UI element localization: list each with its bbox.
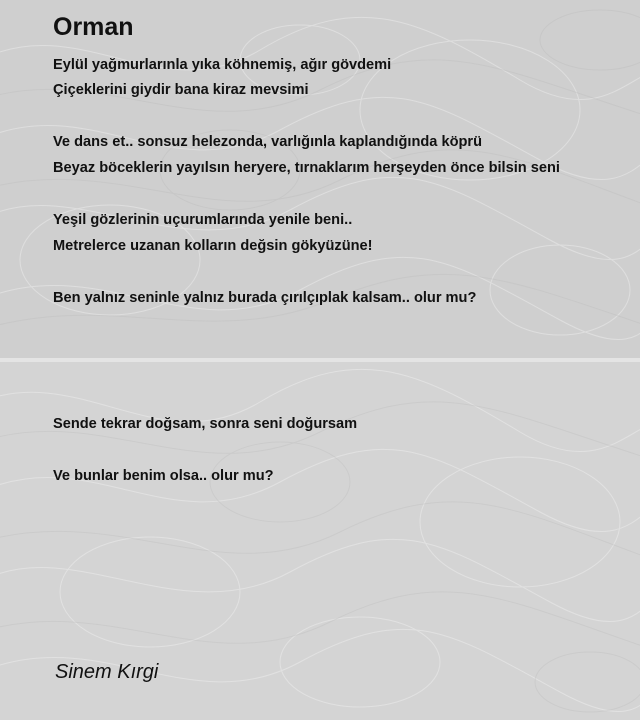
poem-line: Çiçeklerini giydir bana kiraz mevsimi	[53, 82, 309, 98]
poem-line: Eylül yağmurlarınla yıka köhnemiş, ağır gövdemi	[53, 57, 392, 73]
poem-line: Ve bunlar benim olsa.. olur mu?	[53, 468, 274, 484]
poem-title: Orman	[53, 13, 134, 41]
poem-line: Beyaz böceklerin yayılsın heryere, tırnaklarım herşeyden önce bilsin seni	[53, 160, 560, 176]
poem-line: Ve dans et.. sonsuz helezonda, varlığınla kaplandığında köprü	[53, 134, 482, 150]
poem-line: Sende tekrar doğsam, sonra seni doğursam	[53, 416, 358, 432]
poem-line: Ben yalnız seninle yalnız burada çırılçıplak kalsam.. olur mu?	[53, 290, 477, 306]
poem-author: Sinem Kırgi	[55, 661, 159, 683]
poem-line: Metrelerce uzanan kolların değsin gökyüzüne!	[53, 238, 373, 254]
poem-line: Yeşil gözlerinin uçurumlarında yenile beni..	[53, 212, 353, 228]
